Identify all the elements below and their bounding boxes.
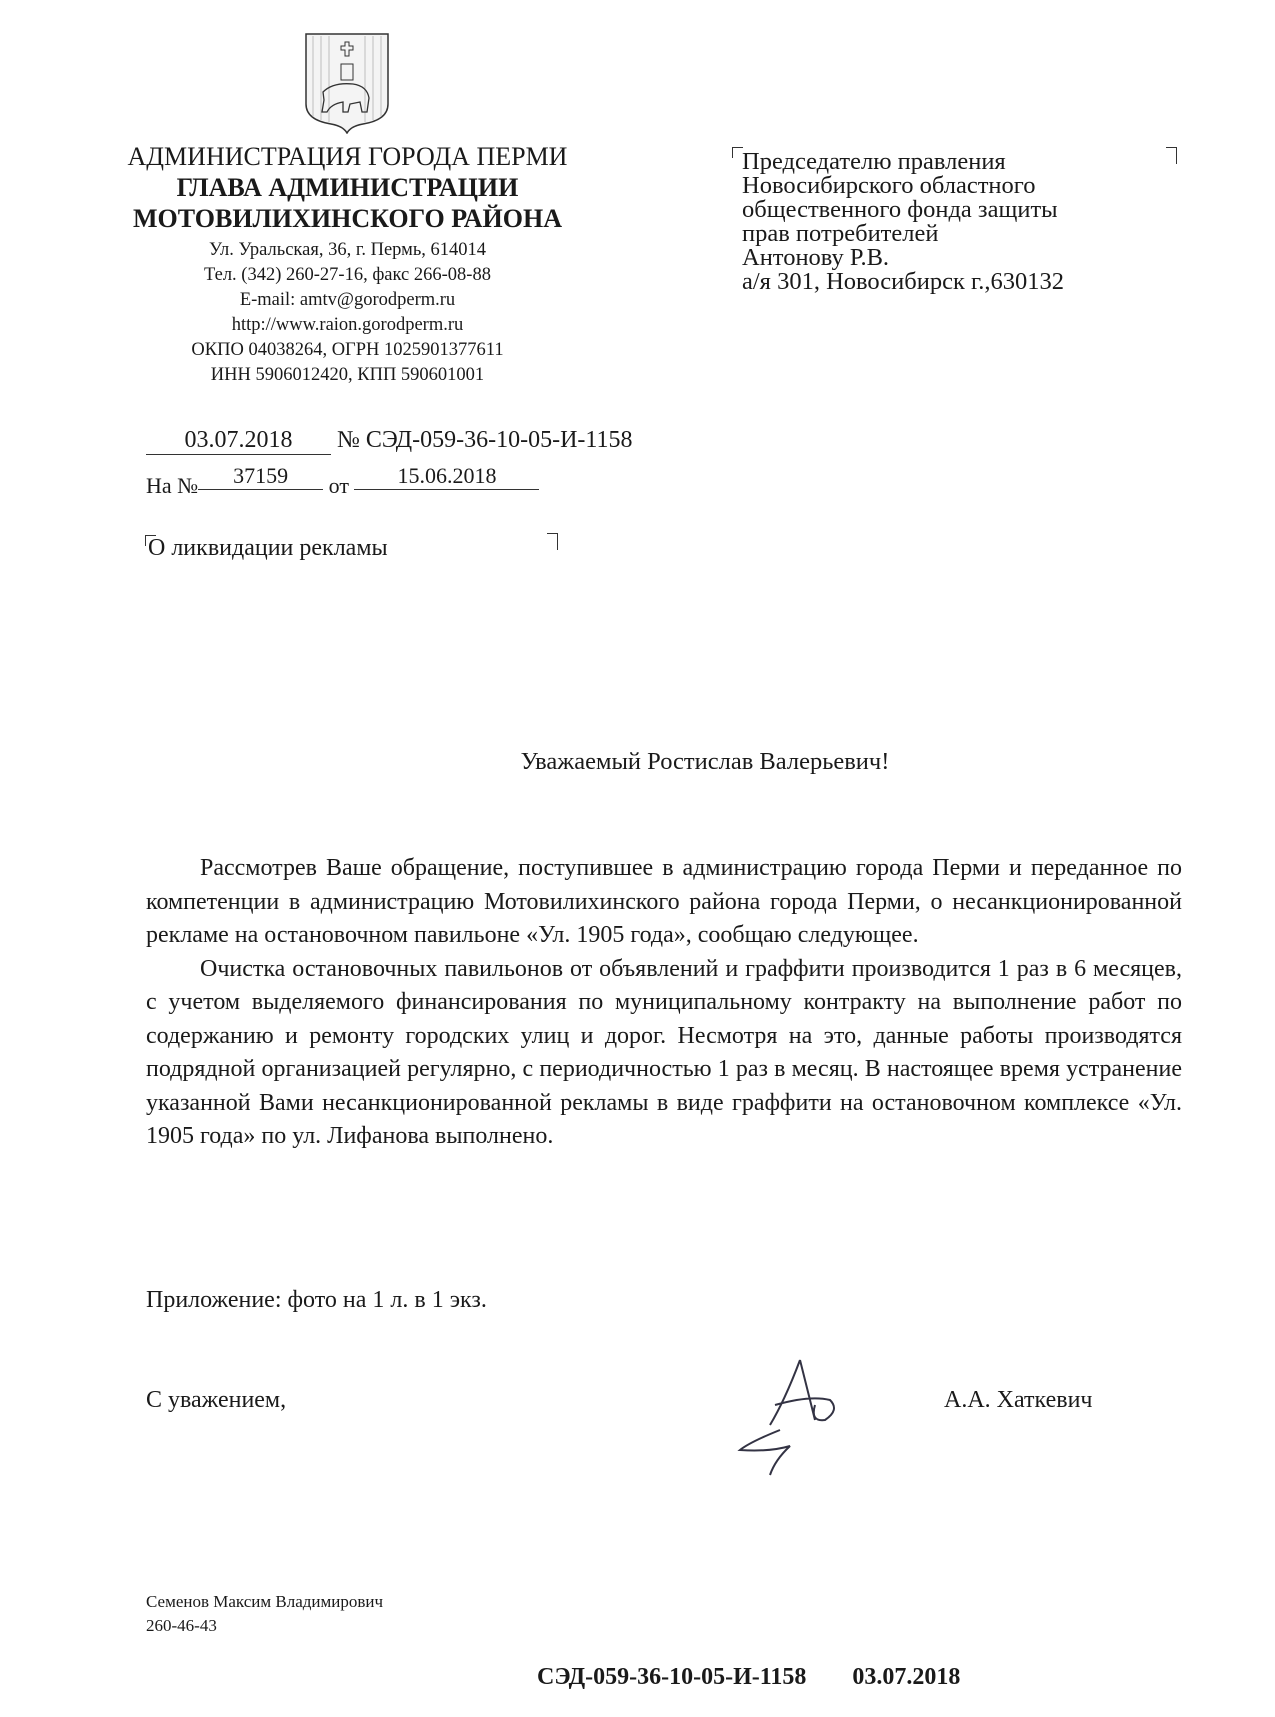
org-name: АДМИНИСТРАЦИЯ ГОРОДА ПЕРМИ	[127, 142, 568, 171]
coat-of-arms-logo	[303, 32, 391, 134]
ref-label: На №	[146, 473, 199, 498]
recipient-line: прав потребителей	[742, 220, 939, 247]
recipient-line: Антонову Р.В.	[742, 244, 890, 271]
reference-line	[146, 463, 539, 500]
website: http://www.raion.gorodperm.ru	[231, 315, 464, 335]
footer-date: 03.07.2018	[852, 1664, 961, 1690]
letter-body	[146, 852, 1182, 1154]
recipient-line: Председателю правления	[742, 148, 1006, 175]
closing: С уважением,	[146, 1387, 287, 1413]
reg-date: 03.07.2018	[146, 427, 331, 455]
reg-number: СЭД-059-36-10-05-И-1158	[365, 427, 633, 453]
executor	[146, 1590, 383, 1638]
executor-phone: 260-46-43	[146, 1616, 217, 1635]
org-details	[80, 238, 615, 388]
attachment: Приложение: фото на 1 л. в 1 экз.	[146, 1287, 487, 1313]
org-title	[80, 172, 615, 234]
recipient-line: а/я 301, Новосибирск г.,630132	[742, 268, 1065, 295]
recipient-block	[742, 150, 1064, 294]
footer-stamp	[537, 1664, 960, 1691]
address: Ул. Уральская, 36, г. Пермь, 614014	[208, 240, 487, 260]
phone: Тел. (342) 260-27-16, факс 266-08-88	[204, 265, 491, 285]
ref-number: 37159	[198, 463, 323, 490]
footer-number: СЭД-059-36-10-05-И-1158	[537, 1664, 807, 1690]
greeting: Уважаемый Ростислав Валерьевич!	[520, 748, 890, 775]
subject: О ликвидации рекламы	[148, 535, 388, 561]
org-title-line1: ГЛАВА АДМИНИСТРАЦИИ	[176, 173, 519, 202]
signer-name: А.А. Хаткевич	[944, 1387, 1093, 1413]
recipient-line: Новосибирского областного	[742, 172, 1036, 199]
okpo-ogrn: ОКПО 04038264, ОГРН 1025901377611	[191, 340, 504, 360]
inn-kpp: ИНН 5906012420, КПП 590601001	[210, 365, 485, 385]
corner-mark	[1166, 147, 1177, 164]
paragraph: Очистка остановочных павильонов от объявлений и граффити производится 1 раз в 6 месяцев, с учетом выделяемого финансирования по муниципальному контракту на выполнение работ по содержанию и ремонту городских улиц и дорог. Несмотря на это, данные работы производятся подрядной организацией регулярно, с периодичностью 1 раз в месяц. В настоящее время устранение указанной Вами несанкционированной рекламы в виде граффити на остановочном комплексе «Ул. 1905 года» по ул. Лифанова выполнено.	[146, 955, 1182, 1149]
ref-date: 15.06.2018	[354, 463, 539, 490]
recipient-line: общественного фонда защиты	[742, 196, 1058, 223]
paragraph: Рассмотрев Ваше обращение, поступившее в администрацию города Перми и переданное по компетенции в администрацию Мотовилихинского района города Перми, о несанкционированной рекламе на остановочном павильоне «Ул. 1905 года», сообщаю следующее.	[146, 855, 1182, 948]
corner-mark	[547, 533, 558, 550]
org-title-line2: МОТОВИЛИХИНСКОГО РАЙОНА	[133, 204, 562, 233]
email: E-mail: amtv@gorodperm.ru	[239, 290, 456, 310]
signature	[730, 1350, 900, 1480]
executor-name: Семенов Максим Владимирович	[146, 1592, 384, 1611]
registration-line	[146, 427, 633, 455]
no-label: №	[337, 427, 360, 453]
from-label: от	[328, 473, 349, 498]
